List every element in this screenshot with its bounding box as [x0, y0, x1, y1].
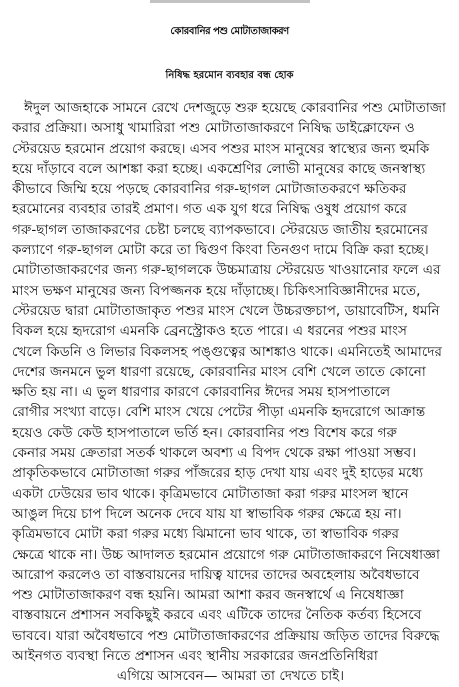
cut-off-text-remnant	[150, 0, 310, 3]
article-line: ভাববে। যারা অবৈধভাবে পশু মোটাতাজাকরণের প্রক্রিয়ায় জড়িত তাদের বিরুদ্ধে	[12, 627, 440, 644]
article-line: খেলে কিডনি ও লিভার বিকলসহ পঙ্গুত্বের আশঙ্কাও থাকে। এমনিতেই আমাদের	[12, 343, 442, 360]
article-line: কীভাবে জিম্মি হয়ে পড়ছে কোরবানির গরু-ছাগল মোটাজাতকরণে ক্ষতিকর	[12, 181, 407, 198]
article-line: কৃত্রিমভাবে মোটা করা গরুর মধ্যে ঝিমানো ভাব থাকে, তা স্বাভাবিক গরুর	[12, 526, 399, 543]
article-line: দেশের জনমনে ভুল ধারণা রয়েছে, কোরবানির মাংস বেশি খেলে তাতে কোনো	[12, 363, 426, 380]
article-line: মাংস ভক্ষণ মানুষের জন্য বিপজ্জনক হয়ে দাঁড়াচ্ছে। চিকিৎসাবিজ্ঞানীদের মতে,	[12, 282, 421, 299]
article-line: মোটাতাজাকরণের জন্য গরু-ছাগলকে উচ্চমাত্রায় স্টেরয়েড খাওয়ানোর ফলে এর	[12, 262, 441, 279]
article-line: কেনার সময় ক্রেতারা সতর্ক থাকলে অবশ্য এ বিপদ থেকে রক্ষা পাওয়া সম্ভব।	[12, 445, 417, 462]
article-line: বিকল হয়ে হৃদরোগ এমনকি ব্রেনস্ট্রোকও হতে পারে। এ ধরনের পশুর মাংস	[12, 323, 407, 340]
article-line: আইনগত ব্যবস্থা নিতে প্রশাসন এবং স্থানীয় সরকারের জনপ্রতিনিধিরা	[12, 648, 378, 665]
article-line: করার প্রক্রিয়া। অসাধু খামারিরা পশু মোটাতাজাকরণে নিষিদ্ধ ডাইক্লোফেন ও	[12, 120, 415, 137]
article-line: গরু-ছাগল তাজাকরণের চেষ্টা চলছে ব্যাপকভাবে। স্টেরয়েড জাতীয় হরমোনের	[12, 221, 428, 238]
article-line: আঙুল দিয়ে চাপ দিলে অনেক দেবে যায় যা স্বাভাবিক গরুর ক্ষেত্রে হয় না।	[12, 505, 402, 522]
article-line: এগিয়ে আসবেন— আমরা তা দেখতে চাই।	[116, 668, 345, 685]
article-body	[12, 98, 449, 687]
article-line: বাস্তবায়নে প্রশাসন সবকিছুই করবে এবং এটিকে তাদের নৈতিক কর্তব্য হিসেবে	[12, 607, 422, 624]
article-line: হয়ে দাঁড়াবে বলে আশঙ্কা করা হচ্ছে। একশ্রেণির লোভী মানুষের কাছে জনস্বাস্থ্য	[12, 160, 426, 177]
article-line: স্টেরয়েড হরমোন প্রয়োগ করছে। এসব পশুর মাংস মানুষের স্বাস্থ্যের জন্য হুমকি	[12, 140, 430, 157]
article-line: একটা ঢেউয়ের ভাব থাকে। কৃত্রিমভাবে মোটাতাজা করা গরুর মাংসল স্থানে	[12, 485, 409, 502]
article-line: আরোপ করলেও তা বাস্তবায়নের দায়িত্ব যাদের তাদের অবহেলায় অবৈধভাবে	[12, 566, 420, 583]
article-line: হয়েও কেউ কেউ হাসপাতালে ভর্তি হন। কোরবানির পশু বিশেষ করে গরু	[12, 424, 397, 441]
article-line: স্টেরয়েড দ্বারা মোটাতাজাকৃত পশুর মাংস খেলে উচ্চরক্তচাপ, ডায়াবেটিস, ধমনি	[12, 302, 440, 319]
clipping-top-edge	[0, 0, 459, 6]
article-line: হরমোনের ব্যবহার তারই প্রমাণ। গত এক যুগ ধরে নিষিদ্ধ ওষুধ প্রয়োগ করে	[12, 201, 407, 218]
article-line: ক্ষেত্রে থাকে না। উচ্চ আদালত হরমোন প্রয়োগে গরু মোটাতাজাকরণে নিষেধাজ্ঞা	[12, 546, 440, 563]
article-headline: কোরবানির পশু মোটাতাজাকরণ	[170, 26, 289, 37]
article-line: ঈদুল আজহাকে সামনে রেখে দেশজুড়ে শুরু হয়েছে কোরবানির পশু মোটাতাজা	[24, 100, 446, 116]
article-subheadline: নিষিদ্ধ হরমোন ব্যবহার বন্ধ হোক	[165, 70, 294, 81]
article-line: প্রাকৃতিকভাবে মোটাতাজা গরুর পাঁজরের হাড় দেখা যায় এবং দুই হাড়ের মধ্যে	[12, 465, 424, 482]
article-line: ক্ষতি হয় না। এ ভুল ধারণার কারণে কোরবানির ঈদের সময় হাসপাতালে	[12, 384, 391, 401]
article-line: কল্যাণে গরু-ছাগল মোটা করে তা দ্বিগুণ কিংবা তিনগুণ দামে বিক্রি করা হচ্ছে।	[12, 242, 429, 259]
article-line: পশু মোটাতাজাকরণ বন্ধ হয়নি। আমরা আশা করব জনস্বার্থে এ নিষেধাজ্ঞা	[12, 587, 404, 604]
article-line: রোগীর সংখ্যা বাড়ে। বেশি মাংস খেয়ে পেটের পীড়া এমনকি হৃদরোগে আক্রান্ত	[12, 404, 426, 421]
